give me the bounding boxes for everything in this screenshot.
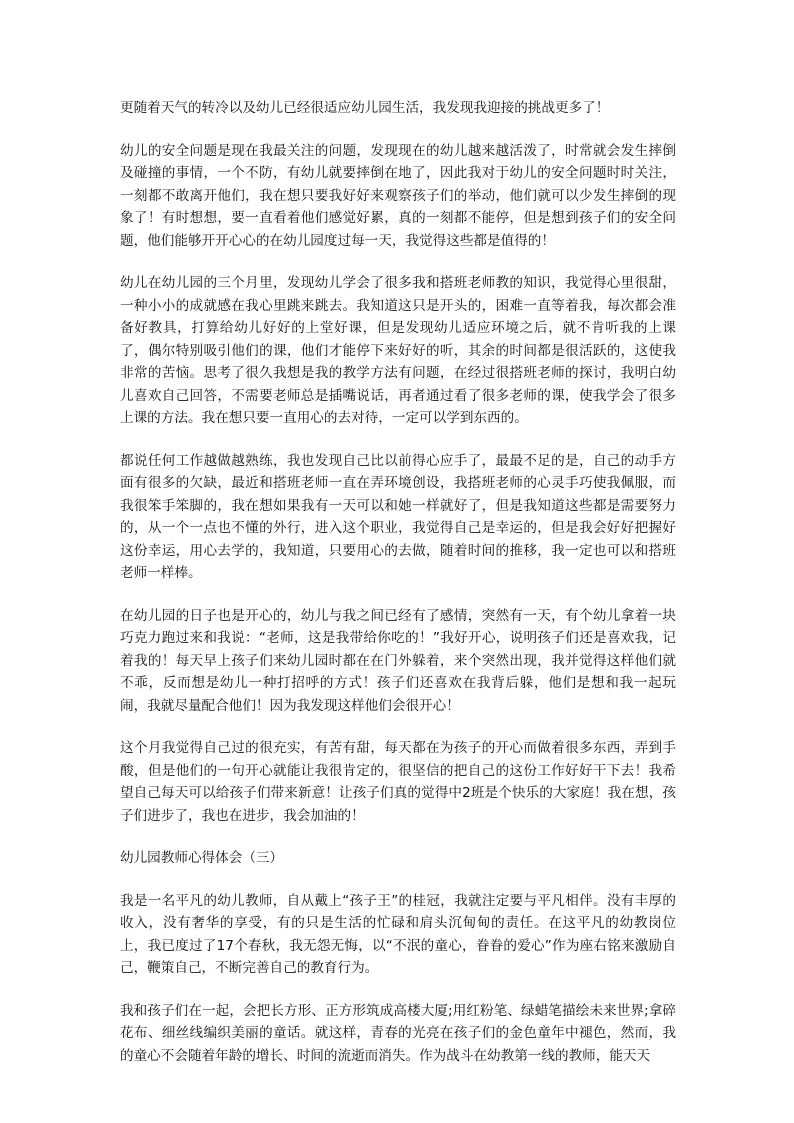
paragraph-spacer — [120, 827, 676, 847]
paragraph-spacer — [120, 430, 676, 450]
document-page — [120, 97, 676, 1067]
paragraph-ordinary-teacher: 我是一名平凡的幼儿教师，自从戴上“孩子王”的桂冠，我就注定要与平凡相伴。没有丰厚的收入，没有奢华的享受，有的只是生活的忙碌和肩头沉甸甸的责任。在这平凡的幼教岗位上，我已度过了17个春秋，我无怨无悔，以“不泯的童心，眷眷的爱心”作为座右铭来激励自己，鞭策自己，不断完善自己的教育行为。 — [120, 892, 676, 976]
paragraph-happy-days: 在幼儿园的日子也是开心的，幼儿与我之间已经有了感情，突然有一天，有个幼儿拿着一块巧克力跑过来和我说：“老师，这是我带给你吃的！”我好开心，说明孩子们还是喜欢我，记着我的！每天早上孩子们来幼儿园时都在在门外躲着，来个突然出现，我并觉得这样他们就不乖，反而想是幼儿一种打招呼的方式！孩子们还喜欢在我背后躲，他们是想和我一起玩闹，我就尽量配合他们！因为我发现这样他们会很开心！ — [120, 607, 676, 714]
section-heading: 幼儿园教师心得体会（三） — [120, 850, 284, 866]
paragraph-with-children: 我和孩子们在一起，会把长方形、正方形筑成高楼大厦;用红粉笔、绿蜡笔描绘未来世界;拿碎花布、细丝线编织美丽的童话。就这样，青春的光亮在孩子们的金色童年中褪色，然而，我的童心不会随着年龄的增长、时间的流逝而消失。作为战斗在幼教第一线的教师，能天天 — [120, 1002, 676, 1064]
paragraph-spacer — [120, 870, 676, 890]
paragraph-intro: 更随着天气的转冷以及幼儿已经很适应幼儿园生活，我发现我迎接的挑战更多了！ — [120, 100, 610, 116]
paragraph-spacer — [120, 252, 676, 272]
paragraph-spacer — [120, 717, 676, 737]
paragraph-spacer — [120, 585, 676, 605]
paragraph-spacer — [120, 980, 676, 1000]
paragraph-spacer — [120, 120, 676, 140]
paragraph-safety: 幼儿的安全问题是现在我最关注的问题，发现现在的幼儿越来越活泼了，时常就会发生摔倒及碰撞的事情，一个不防，有幼儿就要摔倒在地了，因此我对于幼儿的安全问题时时关注，一刻都不敢离开他们，我在想只要我好好来观察孩子们的举动，他们就可以少发生摔倒的现象了！有时想想，要一直看着他们感觉好累，真的一刻都不能停，但是想到孩子们的安全问题，他们能够开开心心的在幼儿园度过每一天，我觉得这些都是值得的！ — [120, 142, 676, 249]
paragraph-this-month: 这个月我觉得自己过的很充实，有苦有甜，每天都在为孩子的开心而做着很多东西，弄到手酸，但是他们的一句开心就能让我很肯定的，很坚信的把自己的这份工作好好干下去！我希望自己每天可以给孩子们带来新意！让孩子们真的觉得中2班是个快乐的大家庭！我在想，孩子们进步了，我也在进步，我会加油的！ — [120, 740, 676, 824]
paragraph-three-months: 幼儿在幼儿园的三个月里，发现幼儿学会了很多我和搭班老师教的知识，我觉得心里很甜，一种小小的成就感在我心里跳来跳去。我知道这只是开头的，困难一直等着我，每次都会准备好教具，打算给幼儿好好的上堂好课，但是发现幼儿适应环境之后，就不肯听我的上课了，偶尔特别吸引他们的课，他们才能停下来好好的听，其余的时间都是很活跃的，这使我非常的苦恼。思考了很久我想是我的教学方法有问题，在经过很搭班老师的探讨，我明白幼儿喜欢自己回答，不需要老师总是插嘴说话，再者通过看了很多老师的课，使我学会了很多上课的方法。我在想只要一直用心的去对待，一定可以学到东西的。 — [120, 275, 676, 426]
paragraph-skills: 都说任何工作越做越熟练，我也发现自己比以前得心应手了，最最不足的是，自己的动手方面有很多的欠缺，最近和搭班老师一直在弄环境创设，我搭班老师的心灵手巧使我佩服，而我很笨手笨脚的，我在想如果我有一天可以和她一样就好了，但是我知道这些都是需要努力的，从一个一点也不懂的外行，进入这个职业，我觉得自己是幸运的，但是我会好好把握好这份幸运，用心去学的，我知道，只要用心的去做，随着时间的推移，我一定也可以和搭班老师一样棒。 — [120, 452, 676, 581]
